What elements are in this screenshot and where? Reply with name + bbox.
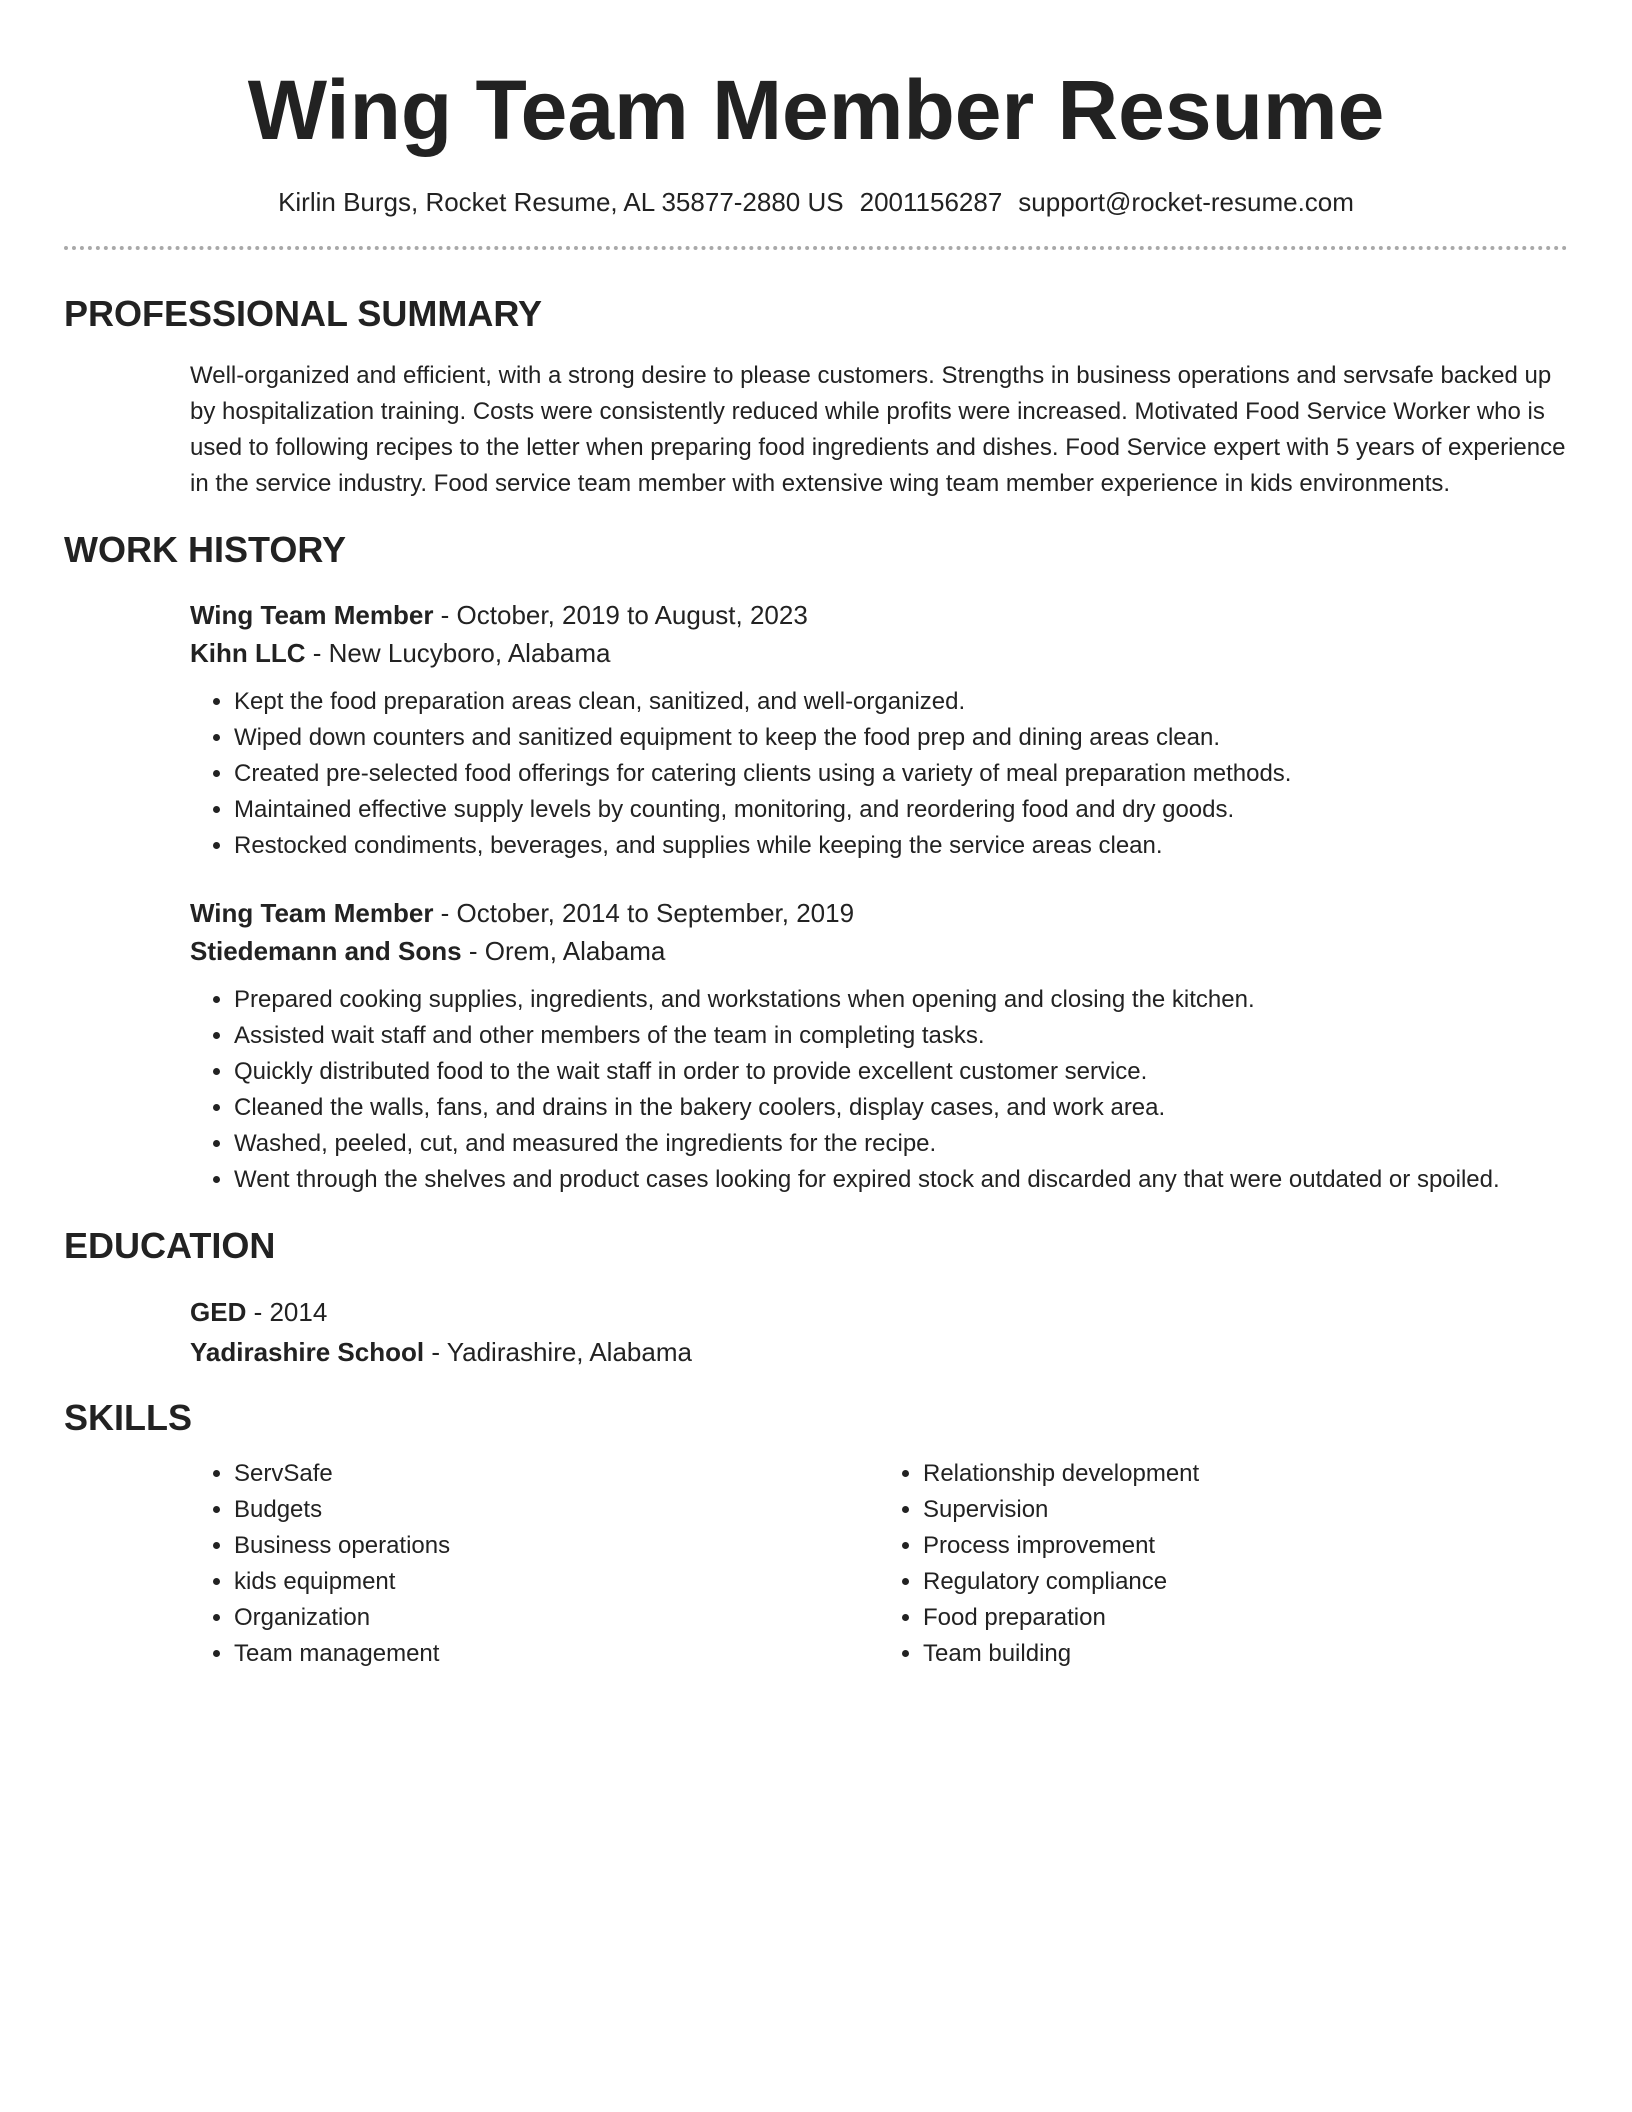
- header-divider: [64, 246, 1568, 250]
- job-title-line: [190, 596, 1568, 634]
- list-item: • Regulatory compliance: [923, 1564, 1568, 1600]
- skills-section: [190, 1456, 1568, 1672]
- contact-email: support@rocket-resume.com: [1018, 187, 1354, 217]
- list-item: • kids equipment: [234, 1564, 879, 1600]
- education-year: - 2014: [246, 1297, 328, 1327]
- education-degree-line: [190, 1292, 1568, 1332]
- work-history-heading: WORK HISTORY: [64, 529, 347, 570]
- skills-list-right: [879, 1456, 1568, 1672]
- list-item: • Process improvement: [923, 1528, 1568, 1564]
- job-title: Wing Team Member: [190, 898, 434, 928]
- job-location: - New Lucyboro, Alabama: [305, 638, 611, 668]
- work-history-section: [190, 596, 1568, 1198]
- list-item: • Team management: [234, 1636, 879, 1672]
- job-location: - Orem, Alabama: [461, 936, 666, 966]
- list-item: • Business operations: [234, 1528, 879, 1564]
- list-item: • Prepared cooking supplies, ingredients, and workstations when opening and closing the kitchen.: [234, 982, 1568, 1018]
- job-dates: - October, 2014 to September, 2019: [433, 898, 855, 928]
- list-item: • Assisted wait staff and other members of the team in completing tasks.: [234, 1018, 1568, 1054]
- education-location: - Yadirashire, Alabama: [424, 1337, 692, 1367]
- job-company-line: [190, 634, 1568, 672]
- skills-list-left: [190, 1456, 879, 1672]
- job-duties-list: [190, 982, 1568, 1198]
- list-item: • Organization: [234, 1600, 879, 1636]
- list-item: • ServSafe: [234, 1456, 879, 1492]
- summary-section: [190, 358, 1568, 502]
- list-item: • Team building: [923, 1636, 1568, 1672]
- job-company: Stiedemann and Sons: [190, 936, 462, 966]
- job-company: Kihn LLC: [190, 638, 306, 668]
- education-heading: EDUCATION: [64, 1225, 276, 1266]
- job-duties-list: [190, 684, 1568, 864]
- education-degree: GED: [190, 1297, 247, 1327]
- list-item: • Wiped down counters and sanitized equipment to keep the food prep and dining areas clean.: [234, 720, 1568, 756]
- job-dates: - October, 2019 to August, 2023: [433, 600, 808, 630]
- education-school-line: [190, 1332, 1568, 1372]
- resume-page: [64, 0, 1568, 1672]
- skills-heading: SKILLS: [64, 1397, 193, 1438]
- list-item: • Washed, peeled, cut, and measured the ingredients for the recipe.: [234, 1126, 1568, 1162]
- job-entry: [190, 894, 1568, 1198]
- education-section: [190, 1292, 1568, 1372]
- list-item: • Food preparation: [923, 1600, 1568, 1636]
- list-item: • Cleaned the walls, fans, and drains in the bakery coolers, display cases, and work area.: [234, 1090, 1568, 1126]
- list-item: • Went through the shelves and product cases looking for expired stock and discarded any that were outdated or spoiled.: [234, 1162, 1568, 1198]
- list-item: • Maintained effective supply levels by counting, monitoring, and reordering food and dry goods.: [234, 792, 1568, 828]
- list-item: • Relationship development: [923, 1456, 1568, 1492]
- job-title: Wing Team Member: [190, 600, 434, 630]
- education-school: Yadirashire School: [190, 1337, 425, 1367]
- list-item: • Kept the food preparation areas clean, sanitized, and well-organized.: [234, 684, 1568, 720]
- list-item: • Quickly distributed food to the wait staff in order to provide excellent customer service.: [234, 1054, 1568, 1090]
- contact-phone: 2001156287: [859, 187, 1003, 217]
- list-item: • Created pre-selected food offerings for catering clients using a variety of meal preparation methods.: [234, 756, 1568, 792]
- contact-address: Kirlin Burgs, Rocket Resume, AL 35877-2880 US: [278, 187, 844, 217]
- list-item: • Supervision: [923, 1492, 1568, 1528]
- summary-text: Well-organized and efficient, with a strong desire to please customers. Strengths in business operations and servsafe backed up by hospitalization training. Costs were consistently reduced while profits were increased. Motivated Food Service Worker who is used to following recipes to the letter when preparing food ingredients and dishes. Food Service expert with 5 years of experience in the service industry. Food service team member with extensive wing team member experience in kids environments.: [190, 362, 1566, 497]
- page-title: Wing Team Member Resume: [247, 63, 1385, 157]
- summary-heading: PROFESSIONAL SUMMARY: [64, 293, 543, 334]
- job-company-line: [190, 932, 1568, 970]
- job-title-line: [190, 894, 1568, 932]
- job-entry: [190, 596, 1568, 864]
- contact-line: [64, 184, 1568, 220]
- list-item: • Restocked condiments, beverages, and supplies while keeping the service areas clean.: [234, 828, 1568, 864]
- list-item: • Budgets: [234, 1492, 879, 1528]
